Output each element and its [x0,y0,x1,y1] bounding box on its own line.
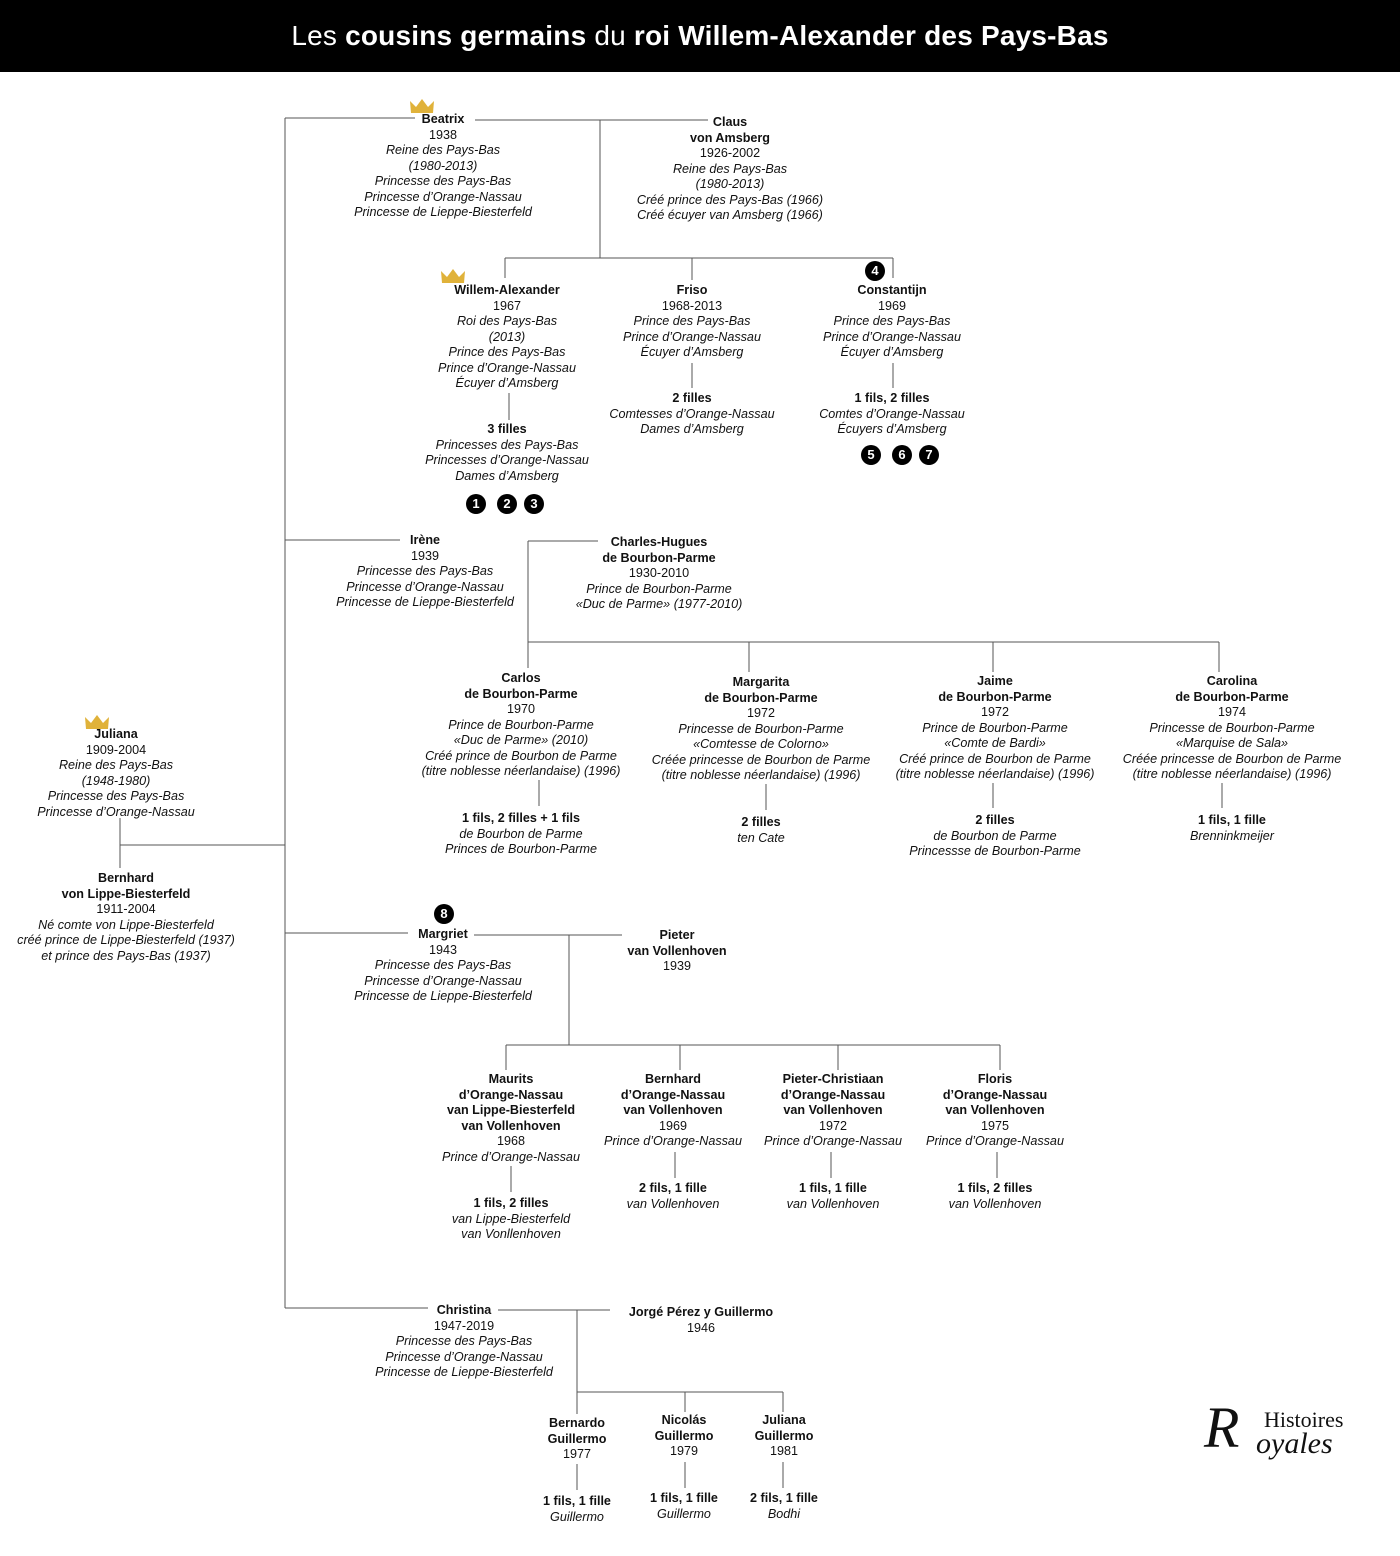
children-count: 2 fils, 1 fille [750,1491,818,1505]
title-line: Reine des Pays-Bas [672,161,788,176]
children-count: 1 fils, 1 fille [799,1181,867,1195]
title-line: Princesse de Lieppe-Biesterfeld [354,205,532,219]
life-dates: 1972 [818,1118,848,1133]
title-line: van Vonllenhoven [461,1227,561,1241]
life-dates: 1909-2004 [85,742,147,757]
title-part: du [594,20,626,51]
title-line: (titre noblesse néerlandaise) (1996) [895,767,1095,781]
person-name: Maurits [488,1072,534,1086]
title-line: Roi des Pays-Bas [456,314,558,328]
title-line: van Vollenhoven [786,1196,880,1211]
life-dates: 1947-2019 [433,1318,495,1333]
children-count: 1 fils, 2 filles [854,391,930,405]
title-line: Créé prince de Bourbon de Parme [425,748,617,763]
person-maurits [442,1072,580,1165]
title-line: Reine des Pays-Bas [385,143,501,157]
children-count: 1 fils, 2 filles + 1 fils [462,811,580,825]
person-name: Bernhard [98,871,154,885]
person-name: d’Orange-Nassau [942,1087,1048,1102]
title-line: Princesse de Bourbon-Parme [1149,720,1315,735]
title-line: Prince d’Orange-Nassau [623,329,761,344]
life-dates: 1981 [769,1444,799,1458]
number-badge: 4 [865,261,885,281]
life-dates: 1930-2010 [628,566,690,580]
life-dates: 1972 [980,705,1010,719]
children-bernhard-jr [627,1181,720,1212]
person-pieter-christiaan [764,1072,902,1150]
children-pieter-christiaan [787,1181,880,1212]
number-badge: 1 [466,494,486,514]
life-dates: 1968 [496,1134,526,1148]
title-line: Guillermo [550,1509,604,1524]
person-name: Bernhard [645,1072,701,1086]
person-friso [623,283,761,361]
children-count: 3 filles [487,422,527,436]
title-line: de Bourbon de Parme [459,826,583,841]
title-part: cousins germains [345,20,587,51]
title-line: Prince d’Orange-Nassau [604,1134,742,1148]
life-dates: 1939 [410,548,440,563]
person-name: Jorgé Pérez y Guillermo [628,1305,774,1319]
title-line: Créée princesse de Bourbon de Parme [1122,751,1342,766]
title-line: Bodhi [767,1506,801,1521]
person-name: Guillermo [654,1428,714,1443]
person-margriet [354,927,532,1005]
title-line: Princesse d’Orange-Nassau [385,1349,543,1364]
title-line: de Bourbon de Parme [933,828,1057,843]
person-carolina [1123,674,1341,783]
title-line: «Duc de Parme» (1977-2010) [575,597,743,611]
title-line: Princesses des Pays-Bas [435,437,579,452]
title-line: «Comtesse de Colorno» [693,737,829,751]
life-dates: 1939 [662,959,692,973]
children-maurits [452,1196,570,1243]
title-line: Écuyer d’Amsberg [840,345,944,359]
person-jaime [896,674,1095,783]
person-name: Pieter-Christiaan [782,1072,884,1086]
number-badge: 8 [434,904,454,924]
title-line: Dames d’Amsberg [455,468,559,483]
person-name: van Vollenhoven [623,1103,723,1117]
person-name: Pieter [659,928,695,942]
title-line: Créé prince des Pays-Bas (1966) [636,192,824,207]
number-badge: 3 [524,494,544,514]
children-margarita [737,815,785,846]
title-line: Prince des Pays-Bas [448,345,566,359]
person-jorge [629,1305,773,1336]
person-bernardo [548,1416,607,1463]
life-dates: 1926-2002 [699,146,761,160]
title-line: Créée princesse de Bourbon de Parme [651,752,871,767]
person-name: Margriet [418,927,468,941]
person-juliana-guillermo [755,1413,814,1460]
person-christina [375,1303,553,1381]
logo-line1: Histoires [1264,1407,1344,1432]
title-line: Guillermo [657,1506,711,1521]
children-juliana-guillermo [750,1491,818,1522]
children-count: 2 fils, 1 fille [639,1181,707,1195]
number-badge: 7 [919,445,939,465]
person-name: de Bourbon-Parme [1175,689,1289,704]
title-line: Créé prince de Bourbon de Parme [899,751,1091,766]
person-constantijn [823,283,961,361]
person-name: van Lippe-Biesterfeld [446,1103,576,1117]
person-name: van Vollenhoven [783,1103,883,1117]
children-willem-alexander [425,422,589,484]
person-bernhard-sr [17,871,235,964]
title-line: (2013) [488,329,526,344]
life-dates: 1938 [428,127,458,142]
person-name: Juliana [762,1413,806,1427]
number-badge: 5 [861,445,881,465]
title-line: Écuyers d’Amsberg [837,422,947,436]
children-count: 2 filles [975,813,1015,827]
title-line: Prince d’Orange-Nassau [438,360,576,375]
title-line: Princesse de Lieppe-Biesterfeld [375,1365,553,1379]
person-margarita [652,675,870,784]
person-name: von Lippe-Biesterfeld [61,886,191,901]
life-dates: 1972 [746,706,776,720]
title-line: (1980-2013) [695,177,765,191]
title-line: ten Cate [737,830,785,845]
person-name: Guillermo [754,1428,814,1443]
person-willem-alexander [438,283,576,392]
person-name: Friso [676,283,708,297]
title-line: Comtesses d’Orange-Nassau [609,406,775,421]
person-name: van Vollenhoven [461,1118,561,1133]
person-name: Floris [977,1072,1013,1086]
person-name: van Vollenhoven [945,1103,1045,1117]
title-line: «Comte de Bardi» [944,736,1046,750]
person-name: Juliana [94,727,138,741]
person-bernhard-jr [604,1072,742,1150]
children-count: 1 fils, 1 fille [1198,813,1266,827]
person-name: de Bourbon-Parme [704,690,818,705]
life-dates: 1967 [492,298,522,313]
person-name: Carlos [501,671,541,685]
title-line: (titre noblesse néerlandaise) (1996) [1132,767,1332,781]
person-beatrix [354,112,532,221]
histoires-royales-logo [1200,1395,1360,1478]
title-part: Les [291,20,338,51]
life-dates: 1969 [877,298,907,313]
children-constantijn [819,391,965,438]
logo-line2: oyales [1256,1427,1333,1460]
title-line: Princesse d’Orange-Nassau [37,804,195,819]
title-line: Prince d’Orange-Nassau [926,1134,1064,1148]
life-dates: 1974 [1217,705,1247,719]
title-line: Écuyer d’Amsberg [640,345,744,359]
title-line: Prince d’Orange-Nassau [442,1149,580,1164]
children-jaime [909,813,1081,860]
person-name: Bernardo [549,1416,605,1430]
title-line: (1948-1980) [81,773,151,788]
title-line: (titre noblesse néerlandaise) (1996) [421,764,621,778]
title-line: «Marquise de Sala» [1175,736,1289,750]
title-line: Prince d’Orange-Nassau [823,329,961,344]
children-carolina [1190,813,1274,844]
person-name: Constantijn [857,283,927,297]
person-name: Carolina [1206,674,1258,688]
children-count: 2 filles [672,391,712,405]
title-line: Princesse d’Orange-Nassau [364,973,522,988]
life-dates: 1946 [686,1320,716,1335]
children-floris [949,1181,1042,1212]
children-count: 1 fils, 2 filles [957,1181,1033,1195]
person-name: Claus [712,115,748,129]
title-line: et prince des Pays-Bas (1937) [41,948,211,963]
person-name: Irène [409,533,441,547]
person-name: Jaime [977,674,1013,688]
children-friso [609,391,774,438]
person-name: Willem-Alexander [454,283,560,297]
title-line: Princesse des Pays-Bas [374,174,512,188]
life-dates: 1979 [669,1444,699,1458]
person-name: Nicolás [661,1413,707,1427]
title-line: van Lippe-Biesterfeld [451,1211,571,1226]
person-carlos [422,671,621,780]
person-name: de Bourbon-Parme [464,686,578,701]
title-line: Princes de Bourbon-Parme [445,842,597,856]
title-line: Princesse des Pays-Bas [47,789,185,803]
person-name: von Amsberg [689,130,771,145]
person-name: Christina [436,1303,492,1317]
person-name: Charles-Hugues [610,535,708,549]
person-name: d’Orange-Nassau [458,1087,564,1102]
children-count: 1 fils, 1 fille [650,1491,718,1505]
title-line: Écuyer d’Amsberg [455,376,559,390]
person-floris [926,1072,1064,1150]
title-line: Brenninkmeijer [1190,828,1274,843]
person-name: Guillermo [547,1431,607,1446]
title-line: Créé écuyer van Amsberg (1966) [637,208,823,222]
person-nicolas [655,1413,714,1460]
title-part: roi Willem-Alexander des Pays-Bas [633,20,1109,51]
person-charles-hugues [576,535,743,613]
title-line: Prince de Bourbon-Parme [448,717,594,732]
children-count: 1 fils, 1 fille [543,1494,611,1508]
title-line: (titre noblesse néerlandaise) (1996) [661,768,861,782]
title-line: Princesses d’Orange-Nassau [425,453,589,467]
title-line: Princesse de Lieppe-Biesterfeld [354,989,532,1003]
title-line: Princesse de Lieppe-Biesterfeld [336,595,514,609]
title-line: Dames d’Amsberg [640,422,744,436]
person-name: d’Orange-Nassau [620,1087,726,1102]
person-name: d’Orange-Nassau [780,1087,886,1102]
crown-icon [440,268,466,284]
person-pieter [627,928,726,975]
person-name: de Bourbon-Parme [938,689,1052,704]
children-bernardo [543,1494,611,1525]
title-line: Prince d’Orange-Nassau [764,1134,902,1148]
life-dates: 1943 [428,942,458,957]
title-line: van Vollenhoven [948,1196,1042,1211]
life-dates: 1977 [562,1447,592,1461]
title-line: Comtes d’Orange-Nassau [819,406,965,421]
title-line: (1980-2013) [408,158,478,173]
person-name: de Bourbon-Parme [602,550,716,565]
title-line: Princesse des Pays-Bas [395,1334,533,1348]
number-badge: 6 [892,445,912,465]
children-count: 2 filles [741,815,781,829]
person-name: Beatrix [421,112,465,126]
title-line: Prince des Pays-Bas [633,314,751,328]
life-dates: 1970 [506,702,536,716]
children-nicolas [650,1491,718,1522]
title-line: Princesse d’Orange-Nassau [346,579,504,594]
title-line: créé prince de Lippe-Biesterfeld (1937) [17,933,235,947]
life-dates: 1911-2004 [96,902,156,916]
title-line: Prince des Pays-Bas [833,314,951,328]
title-line: «Duc de Parme» (2010) [453,733,589,747]
life-dates: 1969 [658,1118,688,1133]
children-carlos [445,811,597,858]
life-dates: 1968-2013 [661,298,723,313]
title-line: Né comte von Lippe-Biesterfeld [38,917,214,932]
title-line: Princesse d’Orange-Nassau [364,189,522,204]
title-line: Princessse de Bourbon-Parme [909,844,1081,858]
children-count: 1 fils, 2 filles [473,1196,549,1210]
number-badge: 2 [497,494,517,514]
life-dates: 1975 [980,1118,1010,1133]
title-line: Princesse des Pays-Bas [374,958,512,972]
title-line: Prince de Bourbon-Parme [586,581,732,596]
person-name: Margarita [732,675,790,689]
title-line: Princesse des Pays-Bas [356,564,494,578]
title-line: Prince de Bourbon-Parme [922,720,1068,735]
title-line: van Vollenhoven [626,1196,720,1211]
person-juliana [37,727,195,820]
person-claus [637,115,823,224]
person-irene [336,533,514,611]
title-line: Reine des Pays-Bas [58,758,174,772]
logo-initial: R [1204,1395,1240,1460]
person-name: van Vollenhoven [627,943,727,958]
title-line: Princesse de Bourbon-Parme [678,721,844,736]
